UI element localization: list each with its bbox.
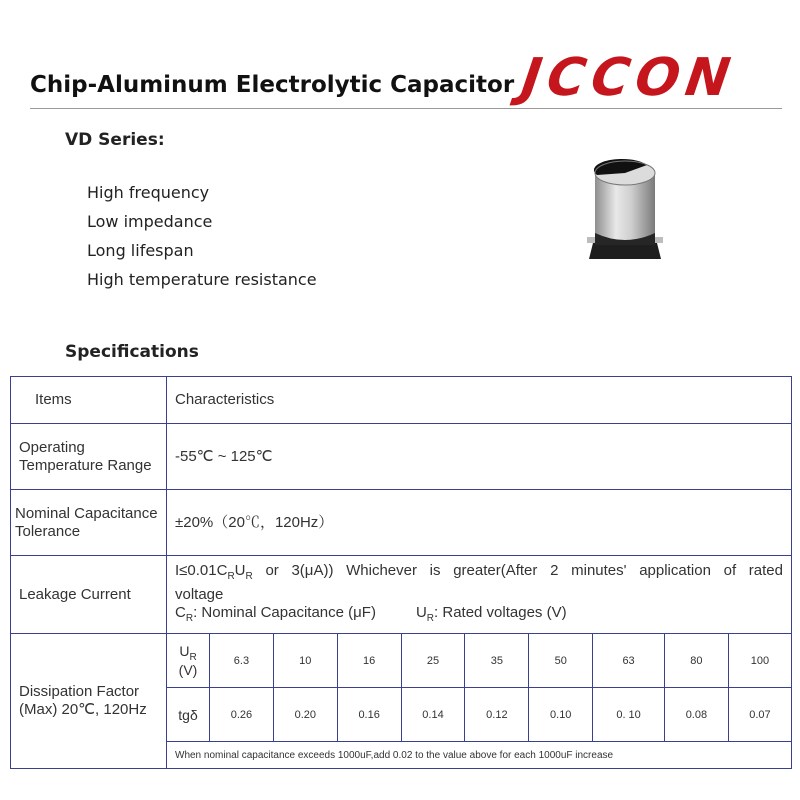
table-row xyxy=(11,490,792,556)
subscript-r: R xyxy=(185,612,194,624)
cr-text: : Nominal Capacitance (μF) xyxy=(193,603,376,621)
tgd-row xyxy=(167,688,791,742)
voltage-cell: 80 xyxy=(664,634,728,688)
leakage-formula xyxy=(175,562,783,586)
dissipation-values xyxy=(167,634,792,769)
specifications-heading: Specifications xyxy=(65,342,199,362)
leakage-label: Leakage Current xyxy=(11,556,167,634)
dissipation-table xyxy=(167,634,791,768)
specifications-table xyxy=(10,376,792,769)
page-title: Chip-Aluminum Electrolytic Capacitor xyxy=(30,72,515,98)
dissipation-note: When nominal capacitance exceeds 1000uF,add 0.02 to the value above for each 1000uF increase xyxy=(167,742,791,769)
ur-row-label xyxy=(167,634,210,688)
feature-list xyxy=(87,178,317,294)
table-row xyxy=(11,424,792,490)
leakage-value xyxy=(167,556,792,634)
tgd-row-label: tgδ xyxy=(167,688,210,742)
cap-tolerance-value: ±20%（20℃，120Hz） xyxy=(167,490,792,556)
header-divider xyxy=(30,108,782,109)
ur-label: U xyxy=(415,603,427,621)
feature-item: High frequency xyxy=(87,183,210,202)
operating-temp-value: -55℃ ~ 125℃ xyxy=(167,424,792,490)
voltage-cell: 16 xyxy=(337,634,401,688)
subscript-r: R xyxy=(227,570,235,582)
subscript-r: R xyxy=(245,570,253,582)
voltage-cell: 6.3 xyxy=(210,634,274,688)
voltage-cell: 63 xyxy=(593,634,665,688)
note-row xyxy=(167,742,791,769)
leakage-formula-line2: voltage xyxy=(175,585,224,603)
ur-text: : Rated voltages (V) xyxy=(434,603,567,621)
table-row xyxy=(11,634,792,769)
leakage-legend xyxy=(175,604,783,628)
ur-symbol: U xyxy=(179,642,190,659)
operating-temp-label: Operating Temperature Range xyxy=(11,424,167,490)
voltage-cell: 100 xyxy=(728,634,791,688)
table-row xyxy=(11,377,792,424)
voltage-cell: 35 xyxy=(465,634,529,688)
series-heading: VD Series: xyxy=(65,130,165,150)
items-header: Items xyxy=(11,377,167,424)
dissipation-label: Dissipation Factor (Max) 20℃, 120Hz xyxy=(11,634,167,769)
feature-item: Low impedance xyxy=(87,212,213,231)
tgd-cell: 0.10 xyxy=(529,688,593,742)
subscript-r: R xyxy=(426,612,435,624)
tgd-cell: 0.08 xyxy=(664,688,728,742)
table-row xyxy=(11,556,792,634)
ur-unit: (V) xyxy=(178,662,198,679)
feature-item: High temperature resistance xyxy=(87,270,317,289)
cr-label: C xyxy=(175,603,186,621)
tgd-cell: 0. 10 xyxy=(593,688,665,742)
feature-item: Long lifespan xyxy=(87,241,194,260)
tgd-cell: 0.20 xyxy=(273,688,337,742)
subscript-r: R xyxy=(189,651,197,663)
leakage-formula-pre: I≤0.01C xyxy=(175,561,228,579)
capacitor-image xyxy=(585,155,665,265)
voltage-cell: 50 xyxy=(529,634,593,688)
voltage-row xyxy=(167,634,791,688)
tgd-cell: 0.16 xyxy=(337,688,401,742)
tgd-cell: 0.14 xyxy=(401,688,465,742)
leakage-formula-post: or 3(μA)) Whichever is greater(After 2 minutes' application of rated xyxy=(252,561,783,579)
characteristics-header: Characteristics xyxy=(167,377,792,424)
tgd-cell: 0.12 xyxy=(465,688,529,742)
tgd-cell: 0.07 xyxy=(728,688,791,742)
cap-tolerance-label: Nominal Capacitance Tolerance xyxy=(11,490,167,556)
voltage-cell: 10 xyxy=(273,634,337,688)
voltage-cell: 25 xyxy=(401,634,465,688)
tgd-cell: 0.26 xyxy=(210,688,274,742)
brand-logo: JCCON xyxy=(517,48,740,108)
leakage-formula-u: U xyxy=(234,561,246,579)
